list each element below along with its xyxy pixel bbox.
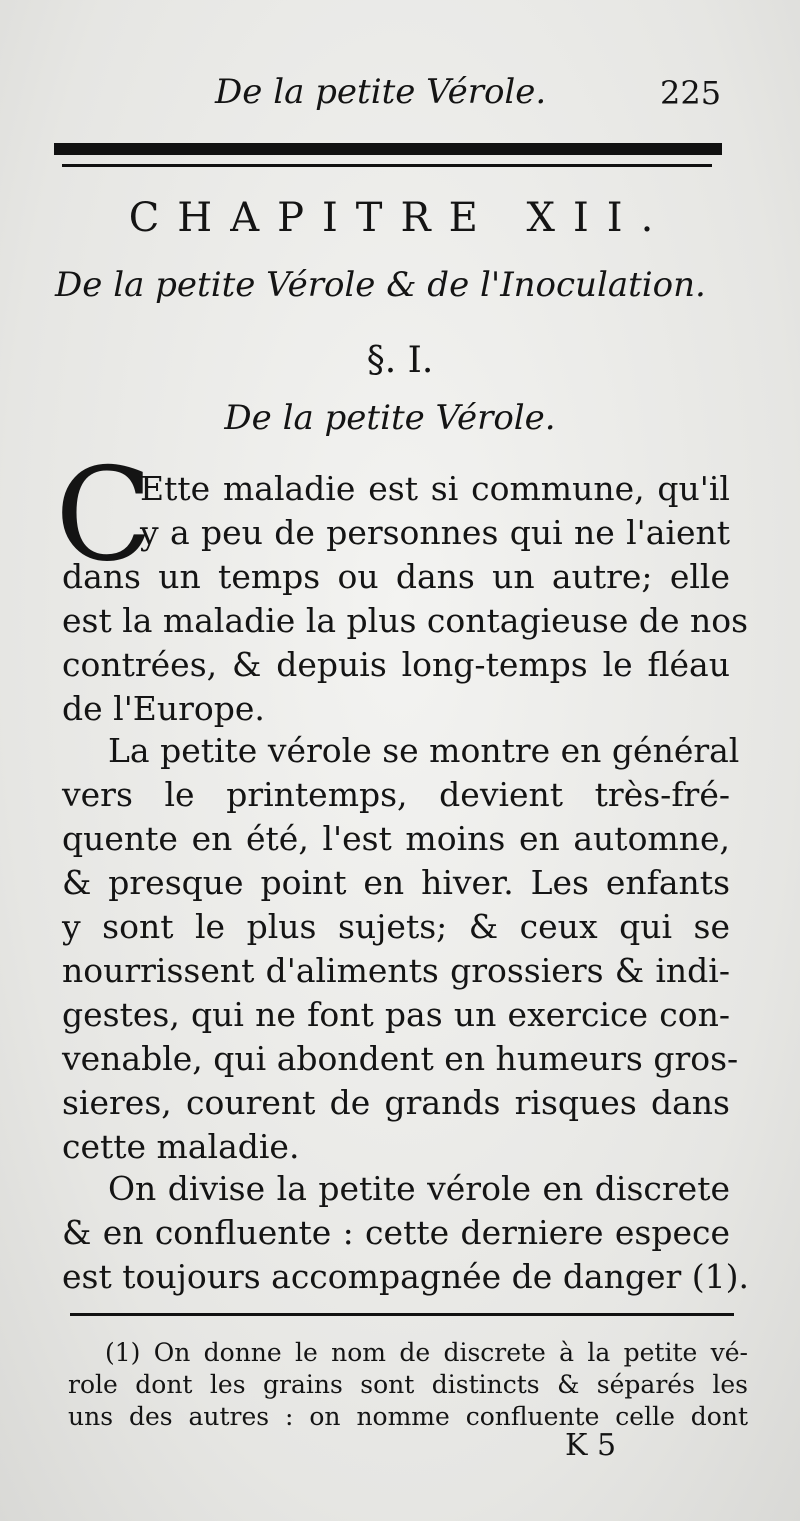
text-line: y a peu de personnes qui ne l'aient xyxy=(140,513,730,552)
text-line: quente en été, l'est moins en automne, xyxy=(62,819,730,858)
chapter-title: CHAPITRE XII. xyxy=(128,195,672,241)
footnote-line: uns des autres : on nomme confluente celle dont xyxy=(68,1402,748,1431)
text-line: nourrissent d'aliments grossiers & indi- xyxy=(62,951,730,990)
text-line: sieres, courent de grands risques dans xyxy=(62,1083,730,1122)
signature-mark: K 5 xyxy=(565,1428,617,1463)
text-line: contrées, & depuis long-temps le fléau xyxy=(62,645,730,684)
section-title: De la petite Vérole. xyxy=(224,398,556,438)
footnote-line: role dont les grains sont distincts & séparés les xyxy=(68,1370,748,1399)
running-title: De la petite Vérole. xyxy=(215,72,547,112)
text-line: gestes, qui ne font pas un exercice con- xyxy=(62,995,730,1034)
footnote-line: (1) On donne le nom de discrete à la petite vé- xyxy=(105,1338,748,1367)
text-line: de l'Europe. xyxy=(62,689,265,728)
header-rule-thin xyxy=(62,164,712,167)
text-line: y sont le plus sujets; & ceux qui se xyxy=(62,907,730,946)
text-line: est la maladie la plus contagieuse de nos xyxy=(62,601,749,640)
text-line: est toujours accompagnée de danger (1). xyxy=(62,1257,750,1296)
text-line: vers le printemps, devient très-fré- xyxy=(62,775,730,814)
text-line: cette maladie. xyxy=(62,1127,300,1166)
text-line: venable, qui abondent en humeurs gros- xyxy=(62,1039,739,1078)
text-line: La petite vérole se montre en général xyxy=(108,731,740,770)
text-line: & en confluente : cette derniere espece xyxy=(62,1213,730,1252)
chapter-subtitle: De la petite Vérole & de l'Inoculation. xyxy=(55,265,706,305)
text-line: On divise la petite vérole en discrete xyxy=(108,1169,730,1208)
section-mark: §. I. xyxy=(366,340,434,381)
footnote-rule xyxy=(70,1313,734,1316)
header-rule-thick xyxy=(54,143,722,155)
text-line: dans un temps ou dans un autre; elle xyxy=(62,557,730,596)
drop-cap: C xyxy=(55,441,153,590)
page-number: 225 xyxy=(660,74,722,112)
text-line: & presque point en hiver. Les enfants xyxy=(62,863,730,902)
text-line: Ette maladie est si commune, qu'il xyxy=(140,469,730,508)
